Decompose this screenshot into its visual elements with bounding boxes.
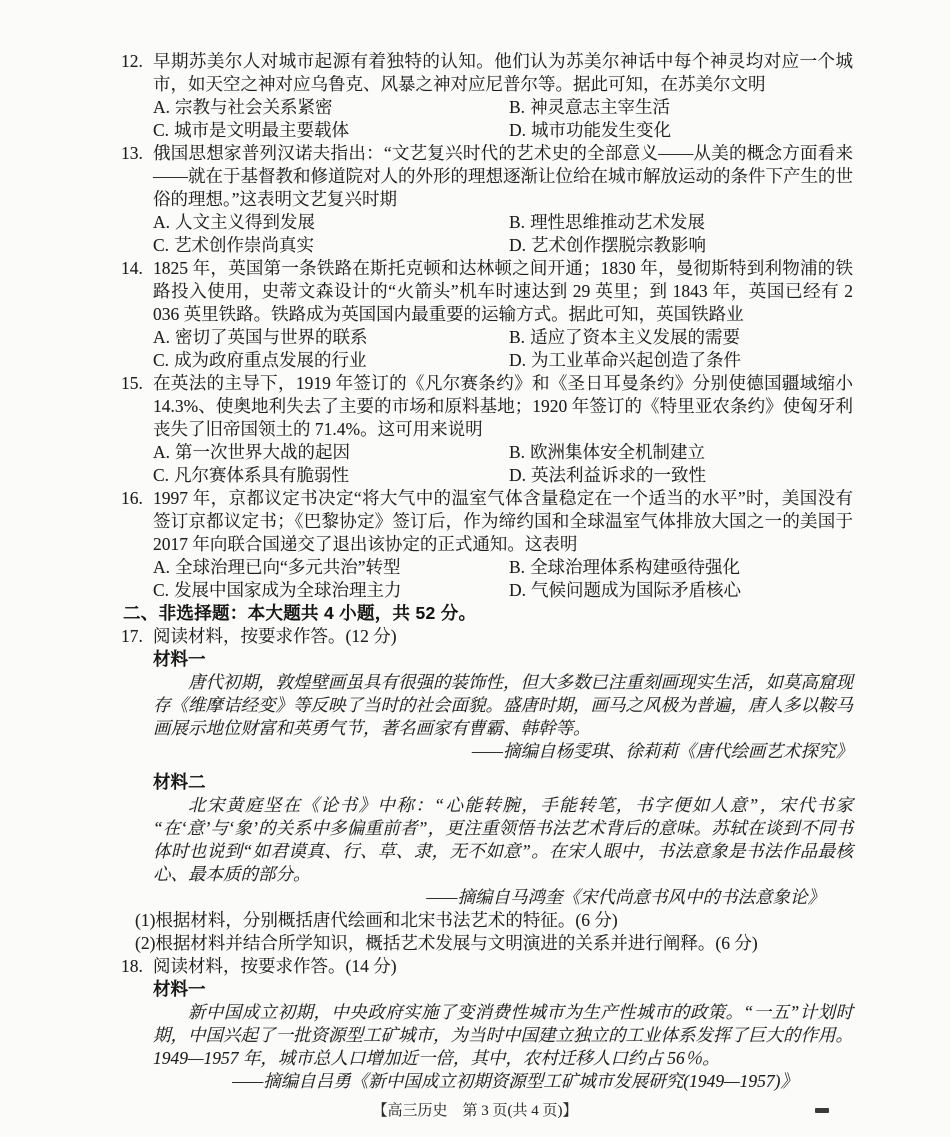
option-text: 理性思维推动艺术发展	[530, 212, 706, 232]
material-label: 材料一	[153, 649, 206, 669]
options-row	[153, 326, 853, 349]
q17-material-2	[123, 771, 853, 909]
option-text: 适应了资本主义发展的需要	[530, 327, 741, 347]
option-key: A.	[153, 212, 171, 232]
question-stem: 在英法的主导下，1919 年签订的《凡尔赛条约》和《圣日耳曼条约》分别使德国疆域缩小 14.3%、使奥地利失去了主要的市场和原料基地；1920 年签订的《特里亚农条约》使匈牙利丧失了旧帝国领土的 71.4%。这可用来说明	[153, 373, 853, 439]
ink-mark	[815, 1108, 829, 1113]
option-key: D.	[509, 120, 527, 140]
option-key: C.	[153, 120, 170, 140]
option-key: B.	[509, 557, 526, 577]
option-d	[509, 119, 853, 142]
option-key: C.	[153, 350, 170, 370]
question-stem: 早期苏美尔人对城市起源有着独特的认知。他们认为苏美尔神话中每个神灵均对应一个城市，如天空之神对应乌鲁克、风暴之神对应尼普尔等。据此可知，在苏美尔文明	[153, 51, 853, 94]
material-text: 唐代初期，敦煌壁画虽具有很强的装饰性，但大多数已注重刻画现实生活，如莫高窟现存《维摩诘经变》等反映了当时的社会面貌。盛唐时期，画马之风极为普遍，唐人多以鞍马画展示地位财富和英勇气节，著名画家有曹霸、韩幹等。	[153, 672, 853, 738]
options-row	[153, 556, 853, 579]
option-text: 发展中国家成为全球治理主力	[174, 580, 402, 600]
option-b	[509, 211, 853, 234]
option-text: 气候问题成为国际矛盾核心	[531, 580, 742, 600]
material-source: ——摘编自马鸿奎《宋代尚意书风中的书法意象论》	[426, 887, 825, 907]
option-d	[509, 234, 853, 257]
question-17	[123, 625, 853, 648]
question-number: 15.	[121, 373, 143, 393]
option-text: 艺术创作摆脱宗教影响	[531, 235, 707, 255]
question-number: 13.	[121, 143, 143, 163]
option-b	[509, 96, 853, 119]
option-text: 英法利益诉求的一致性	[531, 465, 707, 485]
option-key: B.	[509, 442, 526, 462]
material-source: ——摘编自吕勇《新中国成立初期资源型工矿城市发展研究(1949—1957)》	[232, 1071, 798, 1091]
option-key: C.	[153, 580, 170, 600]
q18-material-1	[123, 978, 853, 1093]
material-text: 北宋黄庭坚在《论书》中称：“心能转腕，手能转笔，书字便如人意”，宋代书家“在‘意’与‘象’的关系中多偏重前者”，更注重领悟书法艺术背后的意味。苏轼在谈到不同书体时也说到“如君谟真、行、草、隶，无不如意”。在宋人眼中，书法意象是书法作品最核心、最本质的部分。	[153, 795, 853, 884]
option-text: 城市是文明最主要载体	[174, 120, 350, 140]
option-d	[509, 464, 853, 487]
option-key: B.	[509, 327, 526, 347]
options-row	[153, 96, 853, 119]
option-b	[509, 441, 853, 464]
question-intro: 阅读材料，按要求作答。(14 分)	[153, 956, 397, 976]
option-text: 全球治理已向“多元共治”转型	[175, 557, 401, 577]
page-footer: 【高三历史 第 3 页(共 4 页)】	[372, 1103, 578, 1119]
option-c	[153, 119, 509, 142]
option-text: 密切了英国与世界的联系	[175, 327, 368, 347]
question-16	[123, 487, 853, 602]
option-key: C.	[153, 235, 170, 255]
option-a	[153, 96, 509, 119]
option-text: 第一次世界大战的起因	[175, 442, 351, 462]
option-key: A.	[153, 327, 171, 347]
question-intro: 阅读材料，按要求作答。(12 分)	[153, 626, 397, 646]
material-label: 材料一	[153, 979, 206, 999]
option-text: 神灵意志主宰生活	[530, 97, 671, 117]
option-text: 凡尔赛体系具有脆弱性	[174, 465, 350, 485]
options-row	[153, 211, 853, 234]
option-text: 宗教与社会关系紧密	[175, 97, 333, 117]
q17-subquestion-2: (2)根据材料并结合所学知识，概括艺术发展与文明演进的关系并进行阐释。(6 分)	[135, 933, 758, 953]
question-stem: 1997 年，京都议定书决定“将大气中的温室气体含量稳定在一个适当的水平”时，美国没有签订京都议定书；《巴黎协定》签订后，作为缔约国和全球温室气体排放大国之一的美国于 2017 年向联合国递交了退出该协定的正式通知。这表明	[153, 488, 853, 554]
question-14	[123, 257, 853, 372]
option-key: B.	[509, 97, 526, 117]
option-key: C.	[153, 465, 170, 485]
option-b	[509, 556, 853, 579]
option-a	[153, 326, 509, 349]
options-row	[153, 464, 853, 487]
option-text: 全球治理体系构建亟待强化	[530, 557, 741, 577]
exam-page-content	[123, 50, 853, 1093]
question-18	[123, 955, 853, 978]
question-stem: 俄国思想家普列汉诺夫指出：“文艺复兴时代的艺术史的全部意义——从美的概念方面看来——就在于基督教和修道院对人的外形的理想逐渐让位给在城市解放运动的条件下产生的世俗的理想。”这表明文艺复兴时期	[153, 143, 853, 209]
question-number: 17.	[121, 626, 143, 646]
option-b	[509, 326, 853, 349]
option-c	[153, 579, 509, 602]
option-c	[153, 234, 509, 257]
option-key: B.	[509, 212, 526, 232]
option-text: 人文主义得到发展	[175, 212, 316, 232]
question-number: 12.	[121, 51, 143, 71]
q17-material-1	[123, 648, 853, 763]
material-label: 材料二	[153, 772, 206, 792]
option-d	[509, 349, 853, 372]
question-15	[123, 372, 853, 487]
option-key: D.	[509, 465, 527, 485]
option-key: D.	[509, 235, 527, 255]
option-key: A.	[153, 97, 171, 117]
material-text: 新中国成立初期，中央政府实施了变消费性城市为生产性城市的政策。“一五”计划时期，中国兴起了一批资源型工矿城市，为当时中国建立独立的工业体系发挥了巨大的作用。1949—1957 年，城市总人口增加近一倍，其中，农村迁移人口约占 56％。	[153, 1002, 853, 1068]
option-a	[153, 211, 509, 234]
section-2-header: 二、非选择题：本大题共 4 小题，共 52 分。	[123, 603, 477, 623]
q17-subquestion-1: (1)根据材料，分别概括唐代绘画和北宋书法艺术的特征。(6 分)	[135, 910, 618, 930]
option-text: 艺术创作崇尚真实	[174, 235, 315, 255]
option-text: 为工业革命兴起创造了条件	[531, 350, 742, 370]
option-c	[153, 349, 509, 372]
option-text: 城市功能发生变化	[531, 120, 672, 140]
options-row	[153, 579, 853, 602]
option-a	[153, 441, 509, 464]
options-row	[153, 119, 853, 142]
options-row	[153, 349, 853, 372]
question-13	[123, 142, 853, 257]
material-source: ——摘编自杨雯琪、徐莉莉《唐代绘画艺术探究》	[471, 741, 853, 761]
question-number: 18.	[121, 956, 143, 976]
options-row	[153, 234, 853, 257]
option-key: D.	[509, 580, 527, 600]
option-key: A.	[153, 442, 171, 462]
options-row	[153, 441, 853, 464]
option-key: A.	[153, 557, 171, 577]
option-text: 成为政府重点发展的行业	[174, 350, 367, 370]
option-text: 欧洲集体安全机制建立	[530, 442, 706, 462]
question-stem: 1825 年，英国第一条铁路在斯托克顿和达林顿之间开通；1830 年，曼彻斯特到利物浦的铁路投入使用，史蒂文森设计的“火箭头”机车时速达到 29 英里；到 1843 年，英国已经有 2 036 英里铁路。铁路成为英国国内最重要的运输方式。据此可知，英国铁路业	[153, 258, 853, 324]
option-a	[153, 556, 509, 579]
question-number: 16.	[121, 488, 143, 508]
option-key: D.	[509, 350, 527, 370]
option-c	[153, 464, 509, 487]
question-12	[123, 50, 853, 142]
option-d	[509, 579, 853, 602]
question-number: 14.	[121, 258, 143, 278]
